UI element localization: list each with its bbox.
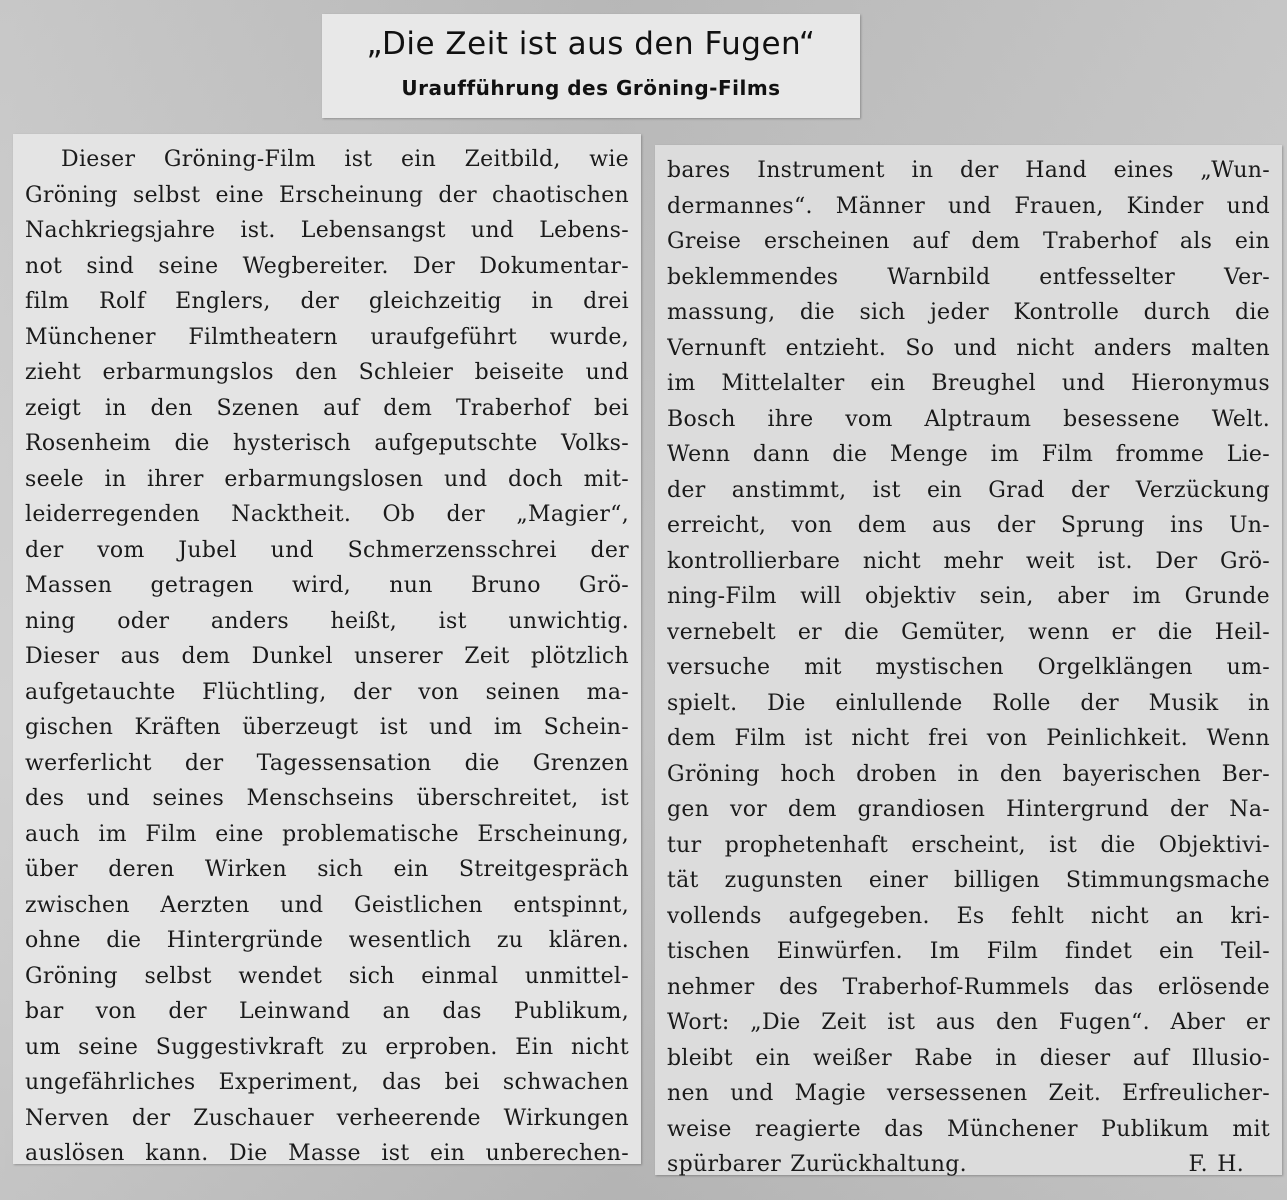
text-line: tur prophetenhaft erscheint, ist die Objektivi- <box>667 832 1270 858</box>
text-line: bar von der Leinwand an das Publikum, <box>25 999 629 1024</box>
text-line: bleibt ein weißer Rabe in dieser auf Illusio- <box>667 1045 1270 1071</box>
headline-clipping <box>322 14 860 118</box>
text-line: Massen getragen wird, nun Bruno Grö- <box>25 573 629 598</box>
text-line: vollends aufgegeben. Es fehlt nicht an kri- <box>667 903 1270 929</box>
text-line: Rosenheim die hysterisch aufgeputschte Volks- <box>25 431 629 456</box>
right-column-lines <box>667 153 1270 1147</box>
right-column-text <box>667 153 1270 1183</box>
text-line: zwischen Aerzten und Geistlichen entspinnt, <box>25 892 629 918</box>
text-line: dermannes“. Männer und Frauen, Kinder und <box>667 193 1270 219</box>
text-line: vernebelt er die Gemüter, wenn er die Heil- <box>667 619 1270 645</box>
text-line: auch im Film eine problematische Erscheinung, <box>25 821 629 847</box>
text-line: im Mittelalter ein Breughel und Hieronymus <box>667 371 1270 396</box>
text-line: werferlicht der Tagessensation die Grenzen <box>25 750 629 776</box>
text-line: erreicht, von dem aus der Sprung ins Un- <box>667 513 1270 538</box>
text-line: ohne die Hintergründe wesentlich zu klären. <box>25 928 629 953</box>
text-line: versuche mit mystischen Orgelklängen um- <box>667 655 1270 680</box>
text-line: Gröning selbst eine Erscheinung der chaotischen <box>25 182 629 208</box>
text-line: ning oder anders heißt, ist unwichtig. <box>25 608 629 634</box>
text-line: beklemmendes Warnbild entfesselter Ver- <box>667 264 1270 290</box>
article-subheadline: Uraufführung des Gröning-Films <box>401 76 781 100</box>
text-line: tischen Einwürfen. Im Film findet ein Teil- <box>667 939 1270 964</box>
text-line: dem Film ist nicht frei von Peinlichkeit. Wenn <box>667 726 1270 751</box>
left-column-clipping <box>13 134 641 1164</box>
text-line: Wort: „Die Zeit ist aus den Fugen“. Aber er <box>667 1010 1270 1035</box>
text-line: Gröning selbst wendet sich einmal unmittel- <box>25 963 629 989</box>
author-signature: F. H. <box>1188 1152 1244 1177</box>
text-line: gischen Kräften überzeugt ist und im Schein- <box>25 715 629 740</box>
text-line: Nachkriegsjahre ist. Lebensangst und Lebens- <box>25 218 629 243</box>
text-line: nen und Magie versessenen Zeit. Erfreulicher- <box>667 1081 1270 1106</box>
text-line: Münchener Filmtheatern uraufgeführt wurde, <box>25 324 629 350</box>
text-line: Gröning hoch droben in den bayerischen Ber- <box>667 761 1270 787</box>
text-line: Vernunft entzieht. So und nicht anders malten <box>667 335 1270 361</box>
text-line: spielt. Die einlullende Rolle der Musik in <box>667 690 1270 716</box>
text-line: auslösen kann. Die Masse ist ein unberechen- <box>25 1141 629 1166</box>
text-line: weise reagierte das Münchener Publikum mit <box>667 1116 1270 1142</box>
text-line: des und seines Menschseins überschreitet, ist <box>25 786 629 811</box>
text-line: ungefährliches Experiment, das bei schwachen <box>25 1070 629 1095</box>
text-line: film Rolf Englers, der gleichzeitig in drei <box>25 289 629 314</box>
text-line: not sind seine Wegbereiter. Der Dokumentar- <box>25 253 629 279</box>
article-headline: „Die Zeit ist aus den Fugen“ <box>366 26 816 62</box>
text-line: aufgetauchte Flüchtling, der von seinen ma- <box>25 679 629 705</box>
text-line: Nerven der Zuschauer verheerende Wirkungen <box>25 1105 629 1131</box>
text-line: Bosch ihre vom Alptraum besessene Welt. <box>667 406 1270 432</box>
closing-line <box>667 1147 1270 1183</box>
text-line: über deren Wirken sich ein Streitgespräch <box>25 857 629 882</box>
text-line: um seine Suggestivkraft zu erproben. Ein nicht <box>25 1034 629 1060</box>
text-line: der vom Jubel und Schmerzensschrei der <box>25 537 629 563</box>
text-line: Dieser aus dem Dunkel unserer Zeit plötzlich <box>25 644 629 669</box>
text-line: bares Instrument in der Hand eines „Wun- <box>667 158 1270 183</box>
text-line: kontrollierbare nicht mehr weit ist. Der Grö- <box>667 548 1270 574</box>
text-line: tät zugunsten einer billigen Stimmungsmache <box>667 868 1270 893</box>
final-text-line: spürbarer Zurückhaltung. <box>667 1152 967 1177</box>
text-line: seele in ihrer erbarmungslosen und doch mit- <box>25 466 629 492</box>
text-line: massung, die sich jeder Kontrolle durch die <box>667 300 1270 325</box>
right-column-clipping <box>655 145 1282 1175</box>
text-line: leiderregenden Nacktheit. Ob der „Magier“, <box>25 502 629 527</box>
text-line: ning-Film will objektiv sein, aber im Grunde <box>667 584 1270 609</box>
text-line: zeigt in den Szenen auf dem Traberhof bei <box>25 395 629 421</box>
text-line: Dieser Gröning-Film ist ein Zeitbild, wie <box>61 147 629 172</box>
text-line: der anstimmt, ist ein Grad der Verzückung <box>667 477 1270 503</box>
text-line: Greise erscheinen auf dem Traberhof als ein <box>667 229 1270 254</box>
left-column-text <box>25 142 629 1172</box>
text-line: nehmer des Traberhof-Rummels das erlösende <box>667 974 1270 1000</box>
text-line: zieht erbarmungslos den Schleier beiseite und <box>25 360 629 385</box>
text-line: gen vor dem grandiosen Hintergrund der Na- <box>667 797 1270 822</box>
text-line: Wenn dann die Menge im Film fromme Lie- <box>667 442 1270 467</box>
